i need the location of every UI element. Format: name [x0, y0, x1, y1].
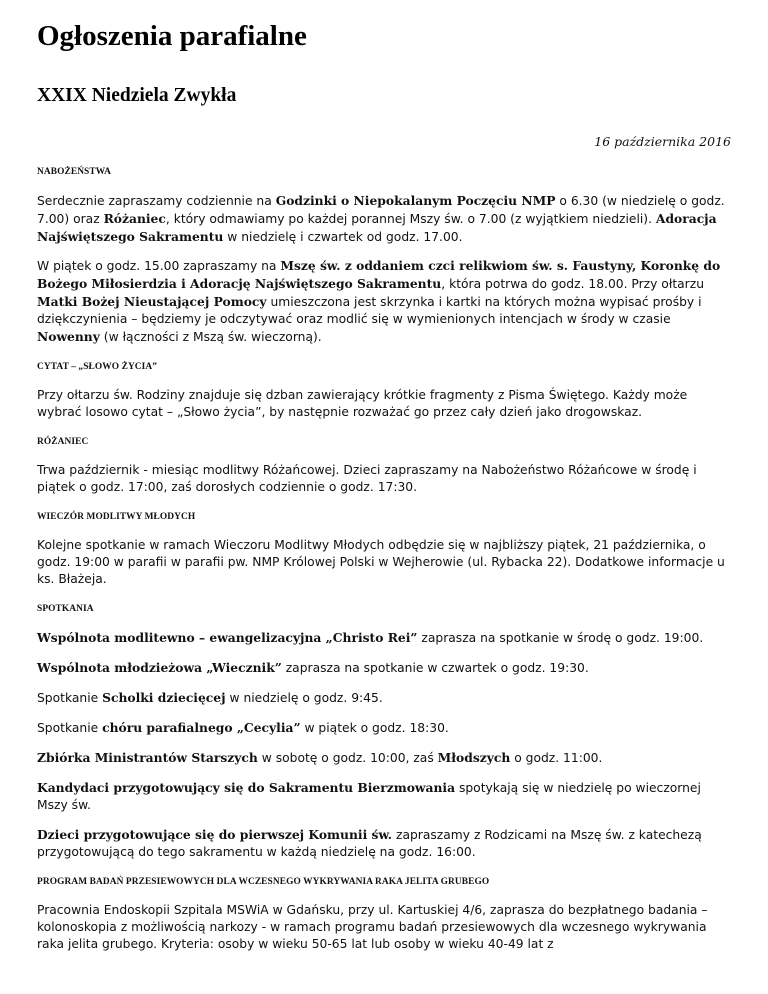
meeting-item: Zbiórka Ministrantów Starszych w sobotę o godz. 10:00, zaś Młodszych o godz. 11:00. — [37, 750, 603, 765]
section-heading-wieczor: WIECZÓR MODLITWY MŁODYCH — [37, 512, 196, 522]
bulletin-date: 16 października 2016 — [594, 134, 731, 149]
paragraph-cytat: Przy ołtarzu św. Rodziny znajduje się dzban zawierający krótkie fragmenty z Pisma Świętego. Każdy może wybrać losowo cytat – „Słowo życia”, by następnie rozważać go przez cały dzień jako drogowskaz. — [37, 388, 688, 419]
section-heading-cytat: CYTAT – „SŁOWO ŻYCIA” — [37, 362, 158, 372]
section-heading-spotkania: SPOTKANIA — [37, 604, 94, 614]
meeting-item: Dzieci przygotowujące się do pierwszej Komunii św. zapraszamy z Rodzicami na Mszę św. z katechezą przygotowującą do tego sakramentu w każdą niedzielę na godz. 16:00. — [37, 827, 702, 859]
meetings-list — [37, 629, 731, 861]
meeting-item: Kandydaci przygotowujący się do Sakramentu Bierzmowania spotykają się w niedzielę po wieczornej Mszy św. — [37, 780, 701, 812]
paragraph-godzinki: Serdecznie zapraszamy codziennie na Godzinki o Niepokalanym Poczęciu NMP o 6.30 (w niedzielę o godz. 7.00) oraz Różaniec, który odmawiamy po każdej porannej Mszy św. o 7.00 (z wyjątkiem niedzieli). Adoracja Najświętszego Sakramentu w niedzielę i czwartek od godz. 17.00. — [37, 193, 725, 244]
paragraph-program: Pracownia Endoskopii Szpitala MSWiA w Gdańsku, przy ul. Kartuskiej 4/6, zaprasza do bezpłatnego badania – kolonoskopia z możliwością narkozy - w ramach programu badań przesiewowych dla wczesnego wykrywania raka jelita grubego. Kryteria: osoby w wieku 50-65 lat lub osoby w wieku 40-49 lat z — [37, 903, 708, 951]
paragraph-wieczor: Kolejne spotkanie w ramach Wieczoru Modlitwy Młodych odbędzie się w najbliższy piątek, 21 października, o godz. 19:00 w parafii w parafii pw. NMP Królowej Polski w Wejherowie (ul. Rybacka 22). Dodatkowe informacje u ks. Błażeja. — [37, 538, 725, 586]
section-heading-program: PROGRAM BADAŃ PRZESIEWOWYCH DLA WCZESNEGO WYKRYWANIA RAKA JELITA GRUBEGO — [37, 877, 490, 887]
meeting-item: Wspólnota modlitewno – ewangelizacyjna „Christo Rei” zaprasza na spotkanie w środę o godz. 19:00. — [37, 630, 704, 645]
page-subtitle: XXIX Niedziela Zwykła — [37, 85, 237, 106]
meeting-item: Wspólnota młodzieżowa „Wiecznik” zaprasza na spotkanie w czwartek o godz. 19:30. — [37, 660, 589, 675]
page-title: Ogłoszenia parafialne — [37, 20, 307, 52]
section-heading-rozaniec: RÓŻANIEC — [37, 437, 89, 447]
section-heading-nabozenstwa: NABOŻEŃSTWA — [37, 167, 112, 177]
paragraph-rozaniec: Trwa październik - miesiąc modlitwy Różańcowej. Dzieci zapraszamy na Nabożeństwo Różańcowe w środę i piątek o godz. 17:00, zaś dorosłych codziennie o godz. 17:30. — [37, 463, 697, 494]
paragraph-piatek: W piątek o godz. 15.00 zapraszamy na Mszę św. z oddaniem czci relikwiom św. s. Faustyny, Koronkę do Bożego Miłosierdzia i Adorację Najświętszego Sakramentu, która potrwa do godz. 18.00. Przy ołtarzu Matki Bożej Nieustającej Pomocy umieszczona jest skrzynka i kartki na których można wypisać prośby i dziękczynienia – będziemy je odczytywać oraz modlić się w wymienionych intencjach w środy w czasie Nowenny (w łączności z Mszą św. wieczorną). — [37, 258, 721, 344]
meeting-item: Spotkanie chóru parafialnego „Cecylia” w piątek o godz. 18:30. — [37, 720, 449, 735]
meeting-item: Spotkanie Scholki dziecięcej w niedzielę o godz. 9:45. — [37, 690, 383, 705]
